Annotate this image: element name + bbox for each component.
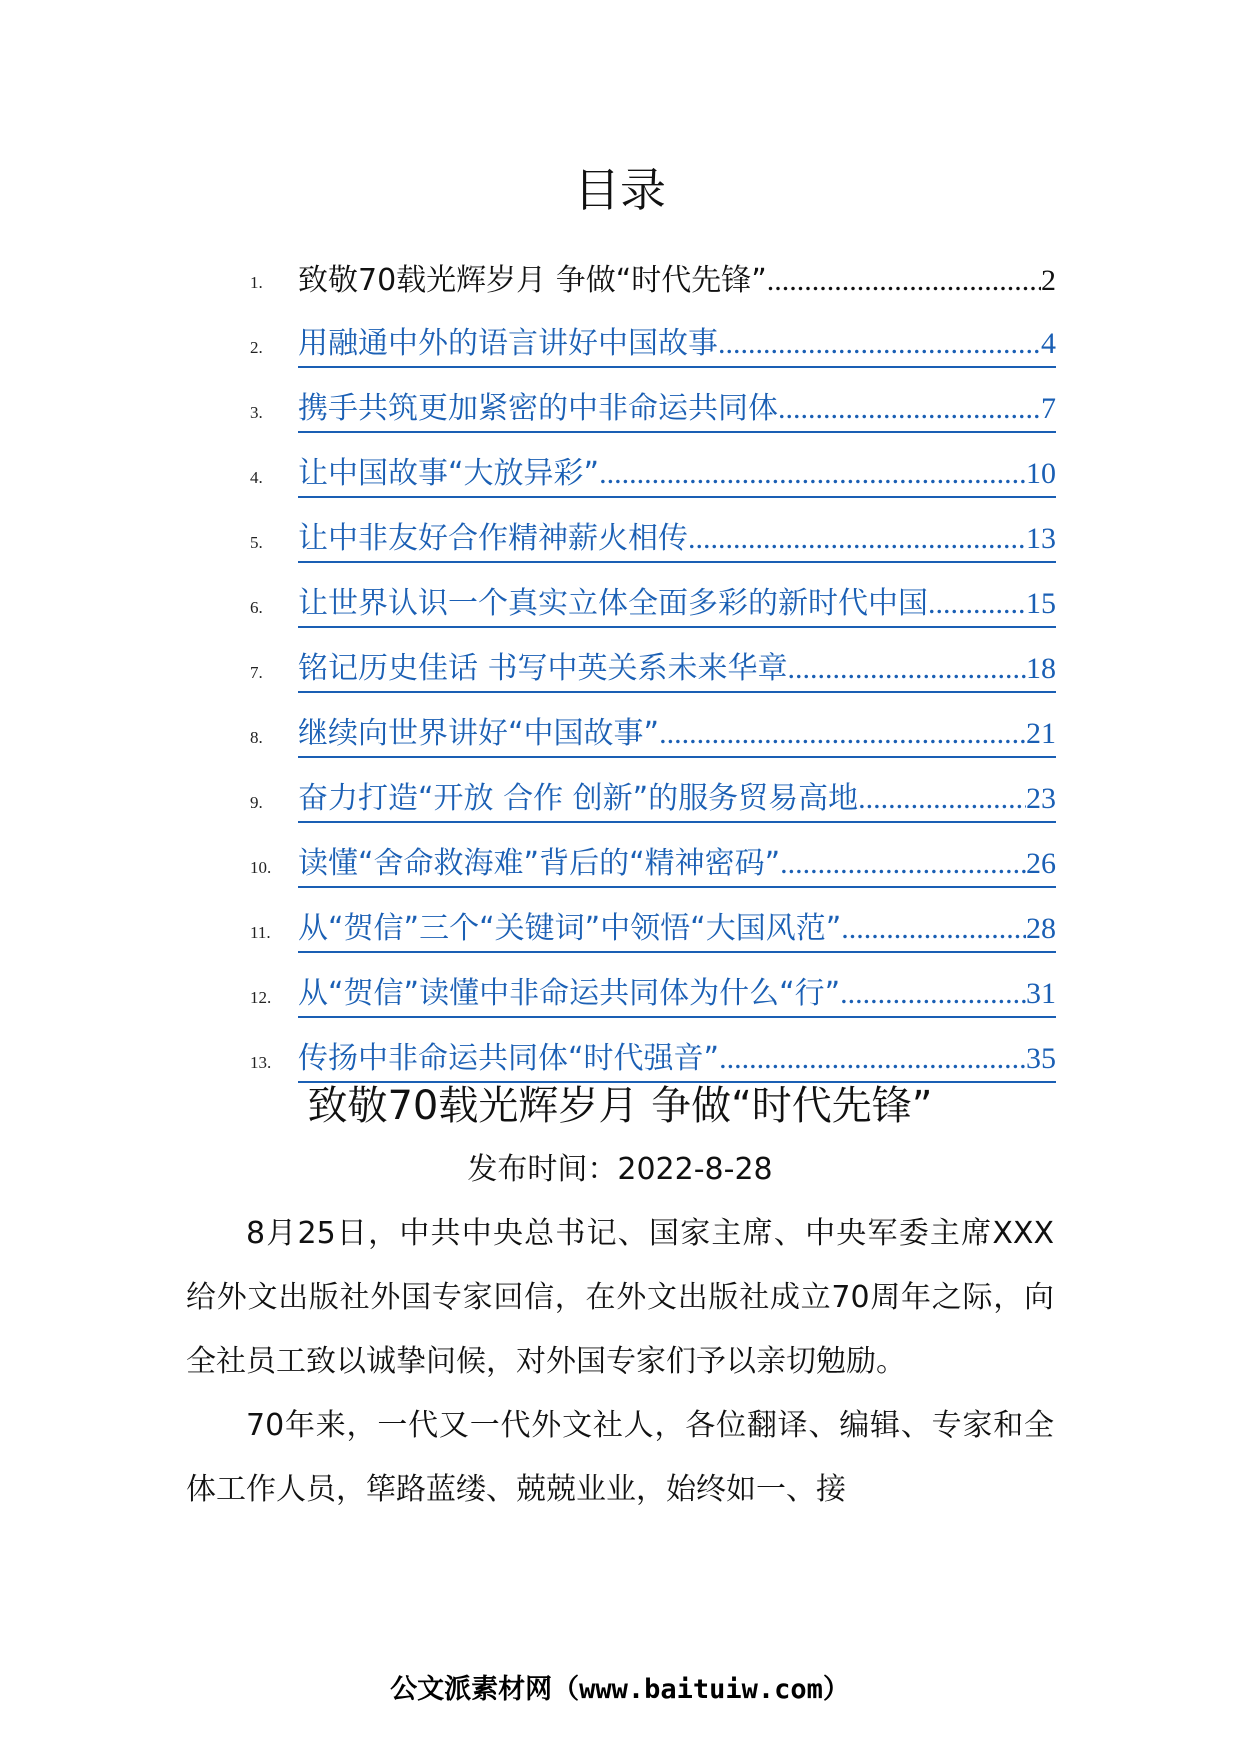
toc-item-text: 读懂“舍命救海难”背后的“精神密码” — [298, 846, 781, 881]
toc-leader-dots — [719, 1037, 1026, 1081]
toc-item-number: 3. — [250, 403, 263, 422]
toc-page-number: 2 — [1041, 264, 1056, 297]
toc-link[interactable] — [298, 907, 1056, 953]
toc-link[interactable] — [298, 517, 1056, 563]
toc-link[interactable] — [298, 712, 1056, 758]
toc-item-number: 2. — [250, 338, 263, 357]
toc-page-number: 15 — [1026, 587, 1056, 620]
toc-item-11[interactable] — [250, 888, 1056, 953]
toc-item-number: 1. — [250, 273, 263, 292]
toc-item-number: 5. — [250, 533, 263, 552]
toc-leader-dots — [858, 777, 1026, 821]
toc-item-8[interactable] — [250, 693, 1056, 758]
toc-page-number: 10 — [1026, 457, 1056, 490]
toc-item-3[interactable] — [250, 368, 1056, 433]
toc-item-text: 从“贺信”三个“关键词”中领悟“大国风范” — [298, 911, 842, 946]
toc-item-13[interactable] — [250, 1018, 1056, 1083]
toc-item-text: 奋力打造“开放 合作 创新”的服务贸易高地 — [298, 781, 859, 816]
publish-date: 发布时间：2022-8-28 — [467, 1152, 773, 1187]
toc-item-text: 铭记历史佳话 书写中英关系未来华章 — [298, 651, 788, 686]
toc-page-number: 4 — [1041, 327, 1056, 360]
toc-item-number: 7. — [250, 663, 263, 682]
toc-page-number: 26 — [1026, 847, 1056, 880]
toc-item-text: 从“贺信”读懂中非命运共同体为什么“行” — [298, 976, 841, 1011]
toc-item-2[interactable] — [250, 303, 1056, 368]
toc-item-text: 让中国故事“大放异彩” — [298, 456, 600, 491]
toc-item-number: 9. — [250, 793, 263, 812]
toc-item-text: 致敬70载光辉岁月 争做“时代先锋” — [298, 263, 767, 298]
article-title: 致敬70载光辉岁月 争做“时代先锋” — [307, 1083, 933, 1129]
toc-page-number: 28 — [1026, 912, 1056, 945]
toc-leader-dots — [718, 322, 1041, 366]
toc-item-text: 让中非友好合作精神薪火相传 — [298, 521, 688, 556]
toc-leader-dots — [788, 647, 1026, 691]
toc-item-5[interactable] — [250, 498, 1056, 563]
toc-link[interactable] — [298, 582, 1056, 628]
toc-page-number: 35 — [1026, 1042, 1056, 1075]
article-body — [186, 1202, 1054, 1522]
toc-leader-dots — [928, 582, 1026, 626]
toc-leader-dots — [840, 972, 1026, 1016]
footer-watermark: 公文派素材网（www.baituiw.com） — [390, 1674, 850, 1705]
toc-leader-dots — [599, 452, 1026, 496]
toc-item-text: 继续向世界讲好“中国故事” — [298, 716, 660, 751]
toc-leader-dots — [841, 907, 1026, 951]
toc-item-9[interactable] — [250, 758, 1056, 823]
toc-link[interactable] — [298, 647, 1056, 693]
toc-item-4[interactable] — [250, 433, 1056, 498]
table-of-contents — [250, 238, 1056, 1083]
toc-item-1[interactable] — [250, 238, 1056, 303]
toc-leader-dots — [659, 712, 1026, 756]
toc-item-text: 让世界认识一个真实立体全面多彩的新时代中国 — [298, 586, 928, 621]
toc-title: 目录 — [574, 163, 666, 217]
toc-leader-dots — [778, 387, 1041, 431]
toc-link[interactable] — [298, 452, 1056, 498]
toc-page-number: 31 — [1026, 977, 1056, 1010]
toc-link[interactable] — [298, 777, 1056, 823]
toc-leader-dots — [688, 517, 1026, 561]
toc-link[interactable] — [298, 387, 1056, 433]
toc-item-number: 12. — [250, 988, 272, 1007]
toc-item-number: 8. — [250, 728, 263, 747]
toc-link[interactable] — [298, 322, 1056, 368]
toc-item-7[interactable] — [250, 628, 1056, 693]
toc-page-number: 7 — [1041, 392, 1056, 425]
toc-item-6[interactable] — [250, 563, 1056, 628]
toc-page-number: 18 — [1026, 652, 1056, 685]
toc-page-number: 13 — [1026, 522, 1056, 555]
toc-item-12[interactable] — [250, 953, 1056, 1018]
toc-item-number: 4. — [250, 468, 263, 487]
toc-item-text: 传扬中非命运共同体“时代强音” — [298, 1041, 720, 1076]
article-paragraph: 8月25日，中共中央总书记、国家主席、中央军委主席XXX给外文出版社外国专家回信，在外文出版社成立70周年之际，向全社员工致以诚挚问候，对外国专家们予以亲切勉励。 — [186, 1216, 1054, 1379]
toc-item-number: 10. — [250, 858, 272, 877]
toc-link[interactable] — [298, 972, 1056, 1018]
toc-leader-dots — [767, 259, 1041, 303]
toc-link[interactable] — [298, 842, 1056, 888]
toc-page-number: 21 — [1026, 717, 1056, 750]
toc-item-10[interactable] — [250, 823, 1056, 888]
toc-item-number: 11. — [250, 923, 271, 942]
toc-link[interactable] — [298, 259, 1056, 303]
toc-item-text: 用融通中外的语言讲好中国故事 — [298, 326, 718, 361]
article-paragraph: 70年来，一代又一代外文社人，各位翻译、编辑、专家和全体工作人员，筚路蓝缕、兢兢业业，始终如一、接 — [186, 1408, 1054, 1507]
toc-link[interactable] — [298, 1037, 1056, 1083]
toc-leader-dots — [780, 842, 1026, 886]
toc-page-number: 23 — [1026, 782, 1056, 815]
toc-item-number: 6. — [250, 598, 263, 617]
toc-item-text: 携手共筑更加紧密的中非命运共同体 — [298, 391, 778, 426]
toc-item-number: 13. — [250, 1053, 272, 1072]
